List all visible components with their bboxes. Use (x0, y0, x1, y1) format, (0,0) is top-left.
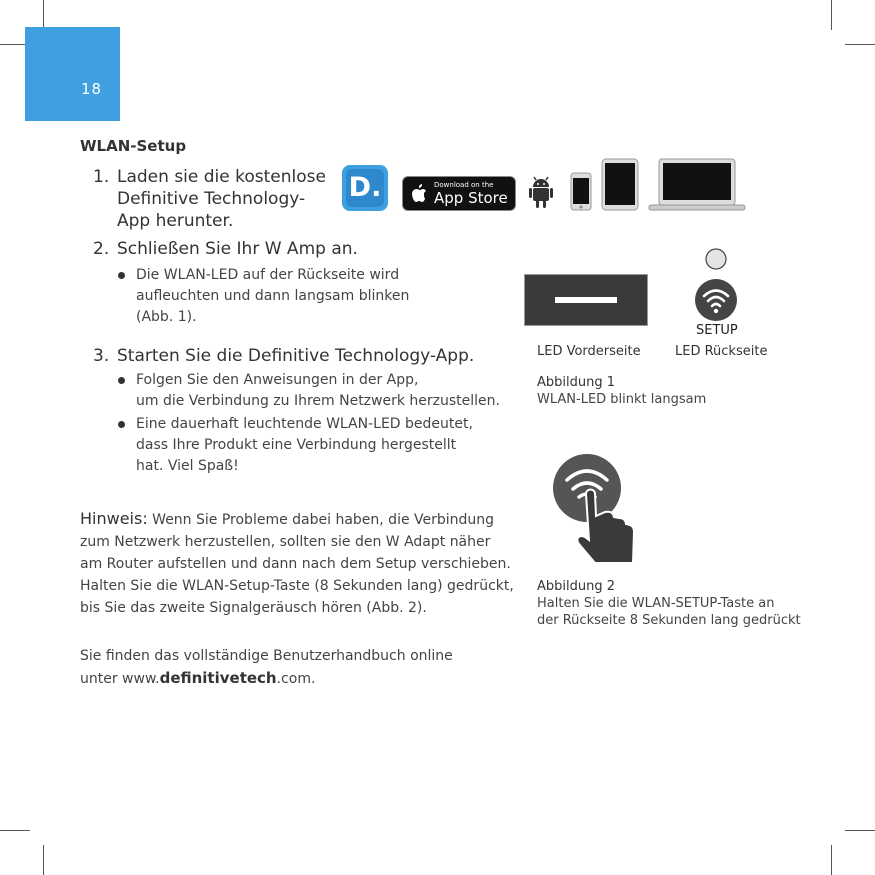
bullet-line: hat. Viel Spaß! (136, 458, 239, 474)
bullet-line: Eine dauerhaft leuchtende WLAN-LED bedeutet, (136, 416, 473, 432)
bullet-line: dass Ihre Produkt eine Verbindung hergestellt (136, 437, 457, 453)
app-logo-letter: D. (346, 169, 384, 207)
bullet-line: Die WLAN-LED auf der Rückseite wird (136, 267, 400, 283)
app-store-badge[interactable] (402, 176, 516, 211)
bullet-line: Folgen Sie den Anweisungen in der App, (136, 372, 419, 388)
android-icon (528, 175, 554, 209)
step-2-text: Schließen Sie Ihr W Amp an. (117, 239, 358, 259)
crop-mark (831, 0, 832, 30)
front-led-bar (555, 297, 617, 303)
step-number: 1. (93, 167, 110, 187)
footer-prefix: unter www. (80, 671, 160, 687)
bullet-dot (118, 421, 125, 428)
page-tab (25, 27, 120, 121)
crop-mark (845, 830, 875, 831)
note-label: Hinweis: (80, 509, 148, 528)
caption-text: Halten Sie die WLAN-SETUP-Taste an (537, 596, 775, 611)
bullet-line: um die Verbindung zu Ihrem Netzwerk herzustellen. (136, 393, 500, 409)
note-line: Wenn Sie Probleme dabei haben, die Verbindung (152, 512, 495, 528)
led-front-label: LED Vorderseite (537, 344, 641, 359)
caption-title: Abbildung 2 (537, 579, 616, 594)
step-line: Definitive Technology- (117, 189, 306, 209)
crop-mark (845, 44, 875, 45)
led-indicator-icon (705, 248, 727, 270)
section-title: WLAN-Setup (80, 137, 187, 155)
step-3-text: Starten Sie die Definitive Technology-App. (117, 346, 475, 366)
front-panel-illustration (524, 274, 648, 326)
bullet-text (136, 265, 409, 328)
crop-mark (831, 845, 832, 875)
app-logo[interactable] (342, 165, 388, 211)
caption-title: Abbildung 1 (537, 375, 616, 390)
bullet-dot (118, 377, 125, 384)
caption-text: der Rückseite 8 Sekunden lang gedrückt (537, 613, 801, 628)
step-line: App herunter. (117, 211, 234, 231)
figure-1-caption (537, 374, 706, 408)
bullet-line: (Abb. 1). (136, 309, 197, 325)
crop-mark (43, 845, 44, 875)
bullet-text (136, 414, 473, 477)
note-line: am Router aufstellen und dann nach dem Setup verschieben. (80, 556, 511, 572)
app-store-small-text: Download on the (434, 181, 494, 189)
manual-reference (80, 645, 453, 690)
bullet-line: aufleuchten und dann langsam blinken (136, 288, 410, 304)
footer-line: Sie finden das vollständige Benutzerhandbuch online (80, 648, 453, 664)
figure-2-caption (537, 578, 801, 629)
setup-label: SETUP (696, 323, 738, 338)
phone-icon (570, 172, 592, 211)
footer-suffix: .com. (276, 671, 316, 687)
wifi-setup-button-icon (694, 278, 738, 322)
page-number: 18 (81, 80, 103, 98)
note-paragraph (80, 508, 520, 619)
tablet-icon (601, 158, 639, 211)
step-1-text (117, 166, 326, 232)
bullet-dot (118, 272, 125, 279)
app-store-big-text: App Store (434, 189, 508, 207)
led-back-label: LED Rückseite (675, 344, 768, 359)
step-line: Laden sie die kostenlose (117, 167, 326, 187)
finger-press-setup-icon (553, 452, 637, 564)
crop-mark (0, 830, 30, 831)
website-link[interactable]: definitivetech (159, 669, 277, 687)
step-number: 2. (93, 239, 110, 259)
note-line: zum Netzwerk herzustellen, sollten sie den W Adapt näher (80, 534, 491, 550)
laptop-icon (648, 158, 746, 212)
caption-text: WLAN-LED blinkt langsam (537, 392, 707, 407)
note-line: bis Sie das zweite Signalgeräusch hören (Abb. 2). (80, 600, 427, 616)
note-line: Halten Sie die WLAN-Setup-Taste (8 Sekunden lang) gedrückt, (80, 578, 514, 594)
crop-mark (43, 0, 44, 30)
apple-icon (411, 184, 427, 203)
step-number: 3. (93, 346, 110, 366)
bullet-text (136, 370, 500, 412)
